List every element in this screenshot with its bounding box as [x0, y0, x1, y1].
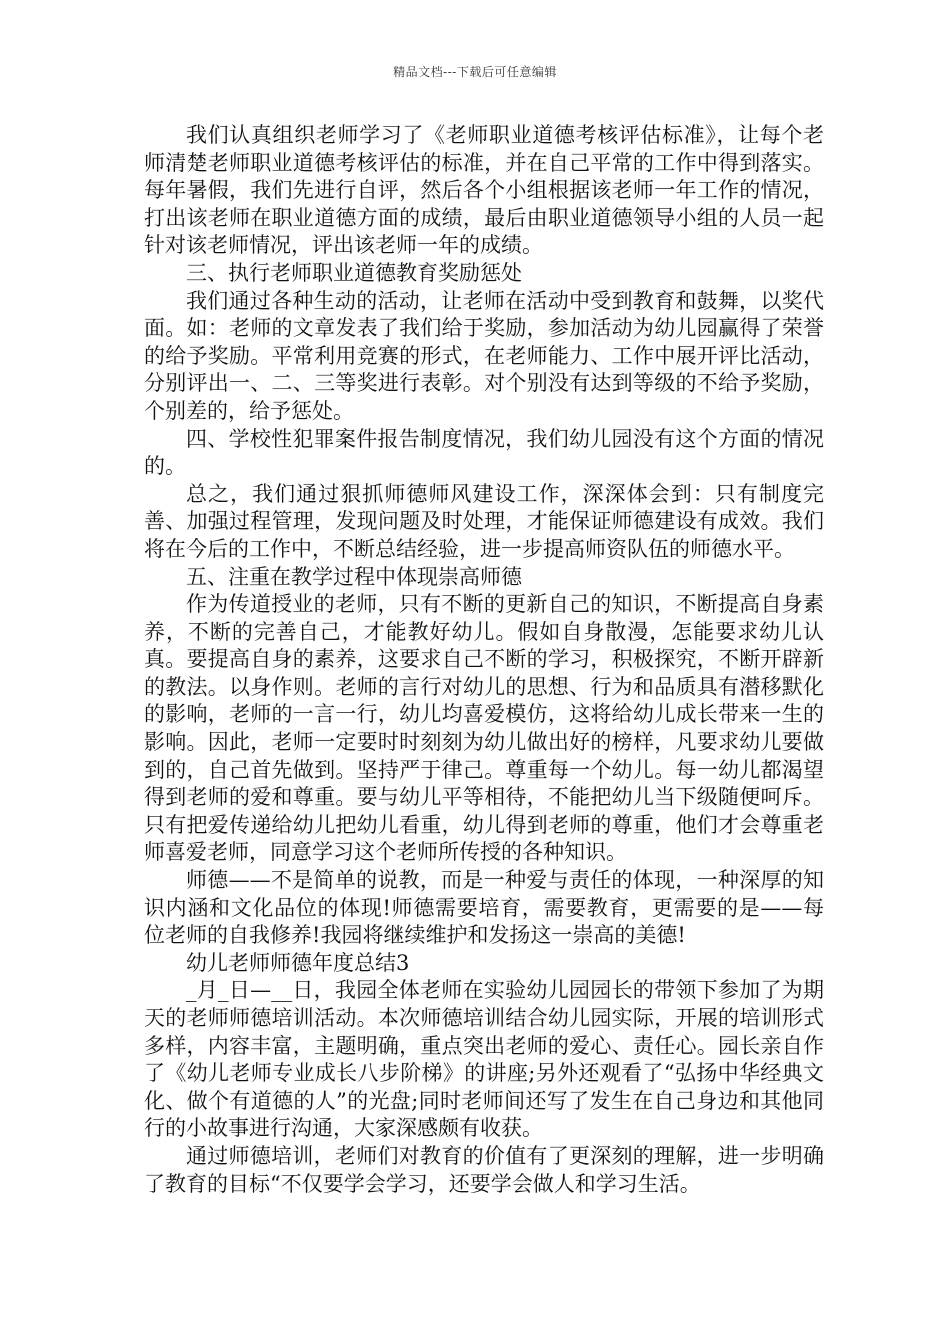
section-heading: 五、注重在教学过程中体现崇高师德 — [186, 564, 522, 589]
paragraph: _月_日—__日，我园全体老师在实验幼儿园园长的带领下参加了为期天的老师师德培训活动。本次师德培训结合幼儿园实际，开展的培训形式多样，内容丰富，主题明确，重点突出老师的爱心、责任心。园长亲自作了《幼儿老师专业成长八步阶梯》的讲座;另外还观看了“弘扬中华经典文化、做个有道德的人”的光盘;同时老师间还写了发生在自己身边和其他同行的小故事进行沟通，大家深感颇有收获。 — [144, 978, 824, 1141]
document-body — [144, 122, 824, 1198]
section-heading: 幼儿老师师德年度总结3 — [186, 950, 410, 975]
paragraph: 通过师德培训，老师们对教育的价值有了更深刻的理解，进一步明确了教育的目标“不仅要学会学习，还要学会做人和学习生活。 — [144, 1143, 824, 1196]
paragraph: 我们通过各种生动的活动，让老师在活动中受到教育和鼓舞，以奖代面。如：老师的文章发表了我们给于奖励，参加活动为幼儿园赢得了荣誉的给予奖励。平常利用竞赛的形式，在老师能力、工作中展开评比活动，分别评出一、二、三等奖进行表彰。对个别没有达到等级的不给予奖励，个别差的，给予惩处。 — [144, 288, 824, 423]
paragraph: 师德——不是简单的说教，而是一种爱与责任的体现，一种深厚的知识内涵和文化品位的体现!师德需要培育，需要教育，更需要的是——每位老师的自我修养!我园将继续维护和发扬这一崇高的美德! — [144, 868, 824, 948]
paragraph: 总之，我们通过狠抓师德师风建设工作，深深体会到：只有制度完善、加强过程管理，发现问题及时处理，才能保证师德建设有成效。我们将在今后的工作中，不断总结经验，进一步提高师资队伍的师德水平。 — [144, 481, 824, 561]
paragraph: 作为传道授业的老师，只有不断的更新自己的知识，不断提高自身素养，不断的完善自己，才能教好幼儿。假如自身散漫，怎能要求幼儿认真。要提高自身的素养，这要求自己不断的学习，积极探究，不断开辟新的教法。以身作则。老师的言行对幼儿的思想、行为和品质具有潜移默化的影响，老师的一言一行，幼儿均喜爱模仿，这将给幼儿成长带来一生的影响。因此，老师一定要时时刻刻为幼儿做出好的榜样，凡要求幼儿要做到的，自己首先做到。坚持严于律己。尊重每一个幼儿。每一幼儿都渴望得到老师的爱和尊重。要与幼儿平等相待，不能把幼儿当下级随便呵斥。只有把爱传递给幼儿把幼儿看重，幼儿得到老师的尊重，他们才会尊重老师喜爱老师，同意学习这个老师所传授的各种知识。 — [144, 592, 824, 865]
page-header: 精品文档---下载后可任意编辑 — [393, 65, 557, 79]
paragraph: 我们认真组织老师学习了《老师职业道德考核评估标准》，让每个老师清楚老师职业道德考核评估的标准，并在自己平常的工作中得到落实。每年暑假，我们先进行自评，然后各个小组根据该老师一年工作的情况，打出该老师在职业道德方面的成绩，最后由职业道德领导小组的人员一起针对该老师情况，评出该老师一年的成绩。 — [144, 123, 824, 258]
section-heading: 四、学校性犯罪案件报告制度情况，我们幼儿园没有这个方面的情况的。 — [144, 426, 824, 479]
section-heading: 三、执行老师职业道德教育奖励惩处 — [186, 260, 522, 285]
